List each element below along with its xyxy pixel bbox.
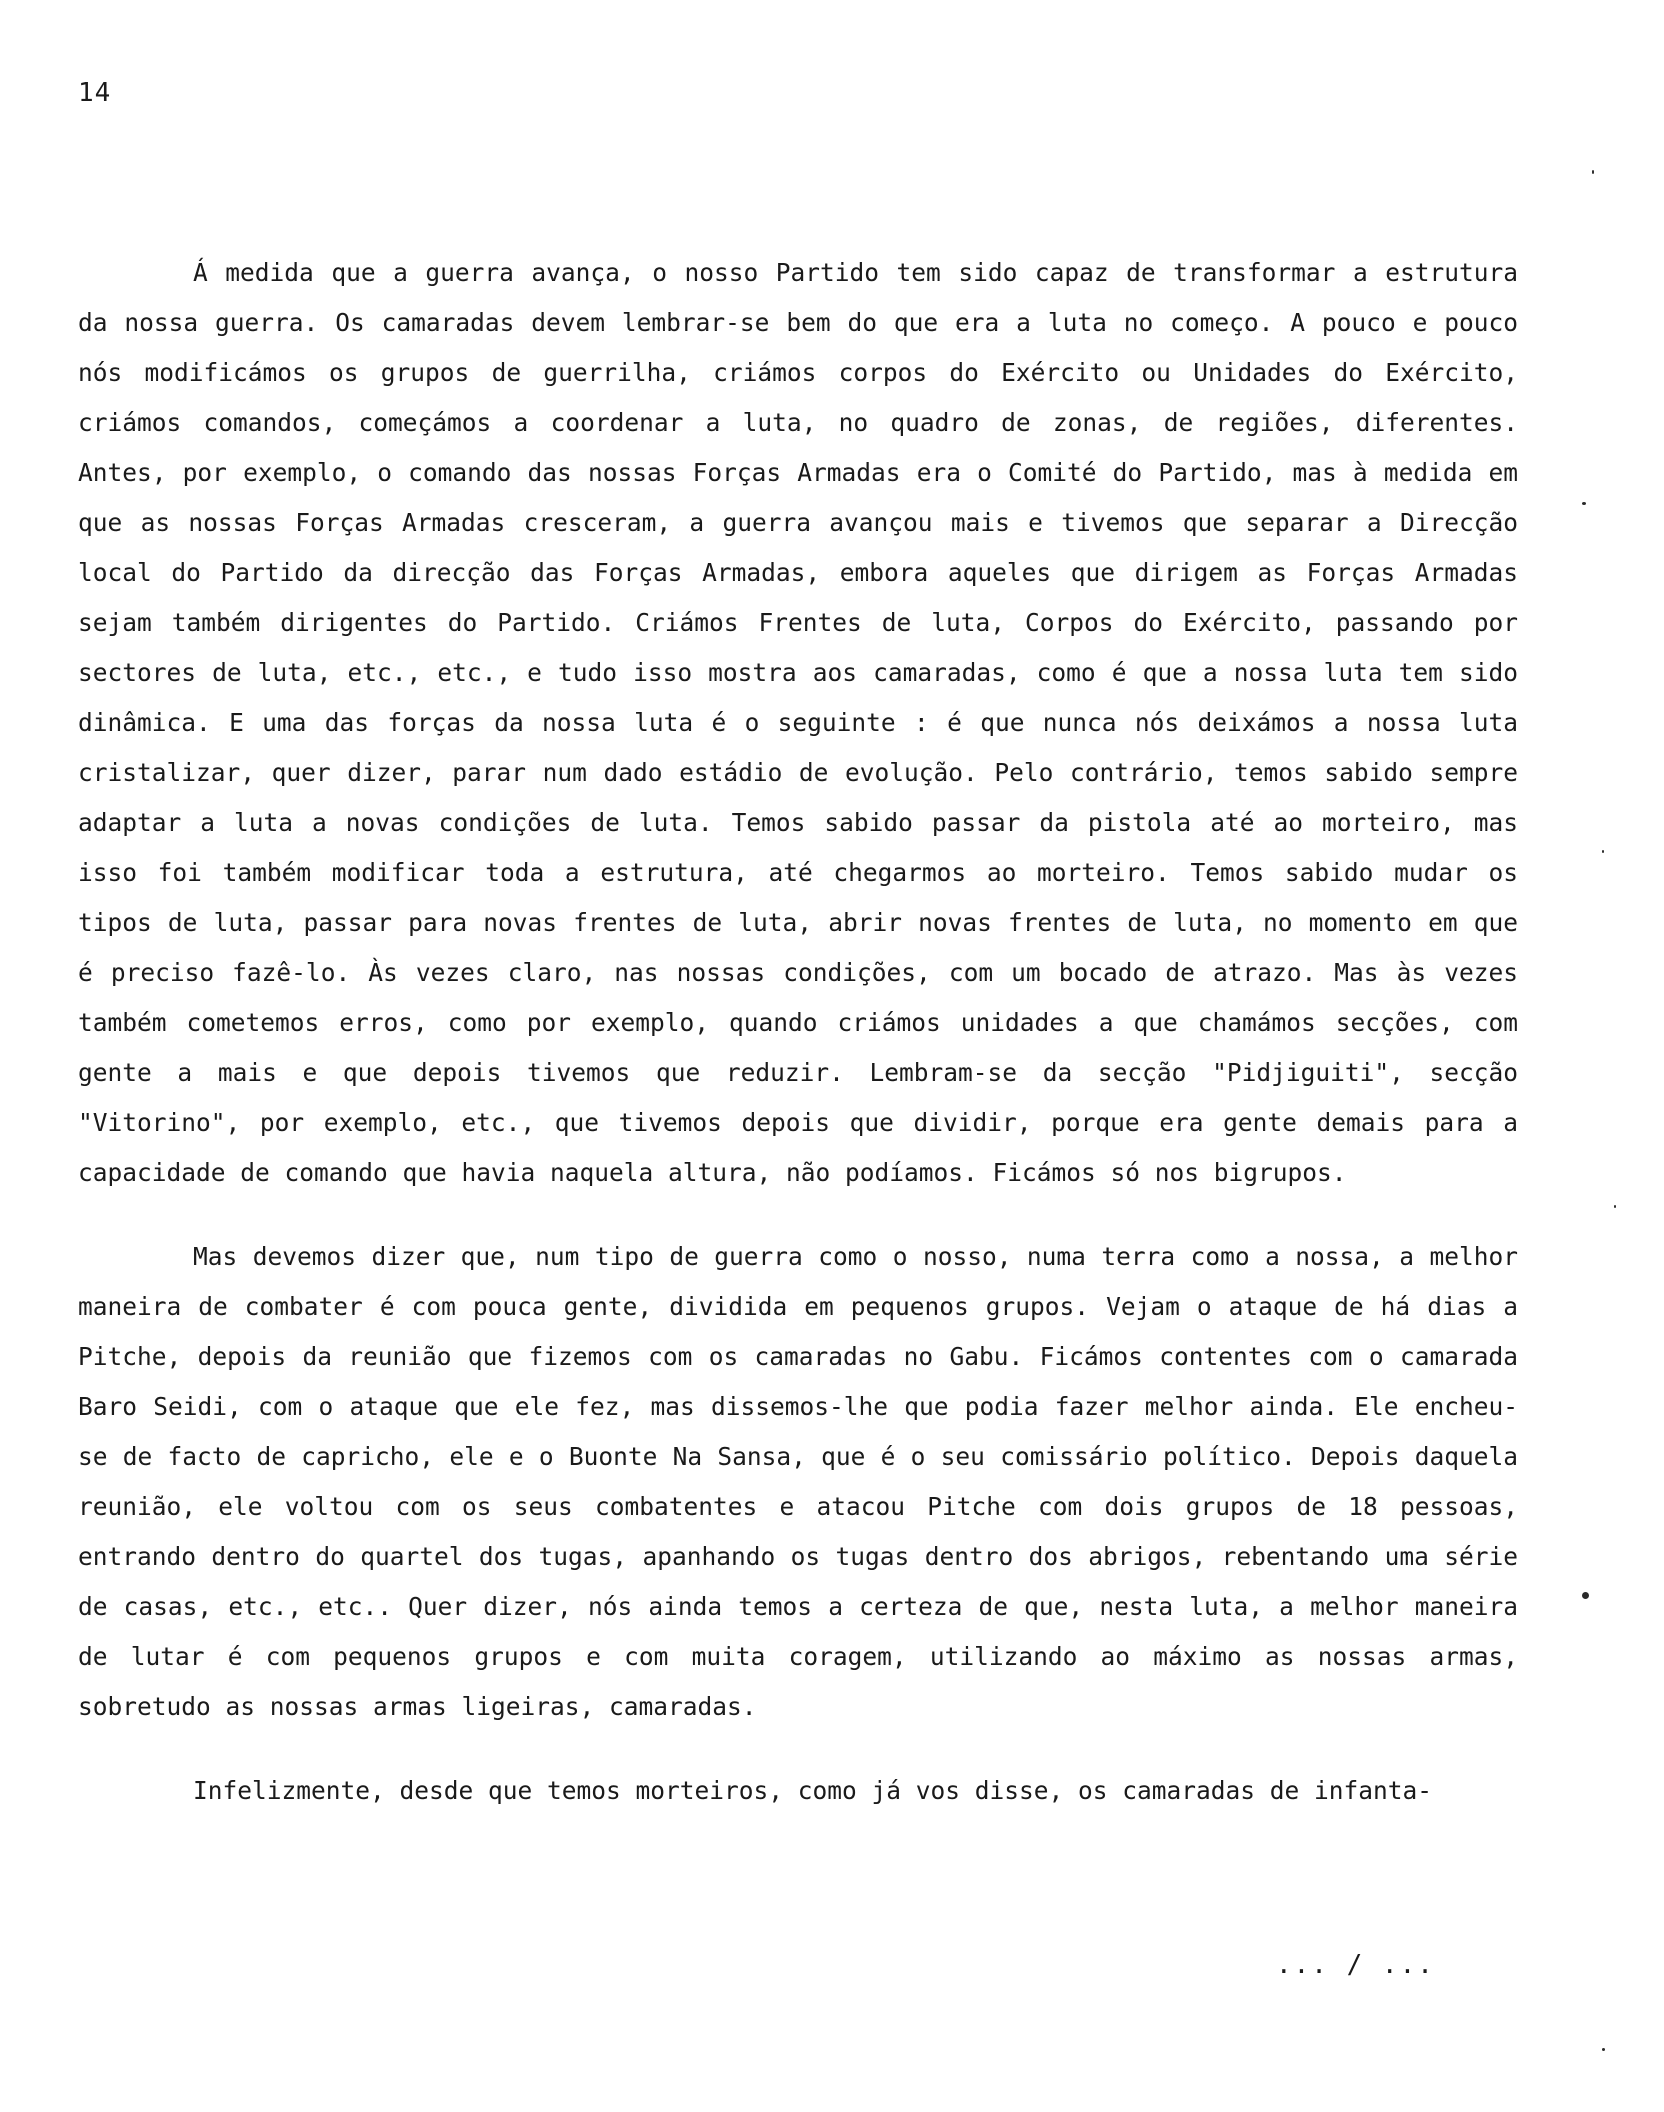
scan-speck (1614, 1205, 1616, 1208)
paragraph-1: Á medida que a guerra avança, o nosso Partido tem sido capaz de transformar a estrutura da nossa guerra. Os camaradas devem lembrar-se bem do que era a luta no começo. A pouco e pouco nós modificámos os grupos de guerrilha, criámos corpos do Exército ou Unidades do Exército, criámos comandos, começámos a coordenar a luta, no quadro de zonas, de regiões, diferentes. Antes, por exemplo, o comando das nossas Forças Armadas era o Comité do Partido, mas à medida em que as nossas Forças Armadas cresceram, a guerra avançou mais e tivemos que separar a Direcção local do Partido da direcção das Forças Armadas, embora aqueles que dirigem as Forças Armadas sejam também dirigentes do Partido. Criámos Frentes de luta, Corpos do Exército, passando por sectores de luta, etc., etc., e tudo isso mostra aos camaradas, como é que a nossa luta tem sido dinâmica. E uma das forças da nossa luta é o seguinte : é que nunca nós deixámos a nossa luta cristalizar, quer dizer, parar num dado estádio de evolução. Pelo contrário, temos sabido sempre adaptar a luta a novas condições de luta. Temos sabido passar da pistola até ao morteiro, mas isso foi também modificar toda a estrutura, até chegarmos ao morteiro. Temos sabido mudar os tipos de luta, passar para novas frentes de luta, abrir novas frentes de luta, no momento em que é preciso fazê-lo. Às vezes claro, nas nossas condições, com um bocado de atrazo. Mas às vezes também cometemos erros, como por exemplo, quando criámos unidades a que chamámos secções, com gente a mais e que depois tivemos que reduzir. Lembram-se da secção "Pidjiguiti", secção "Vitorino", por exemplo, etc., que tivemos depois que dividir, porque era gente demais para a capacidade de comando que havia naquela altura, não podíamos. Ficámos só nos bigrupos. (78, 258, 1518, 1187)
continuation-mark: ... / ... (1276, 1950, 1435, 1980)
scan-speck (1582, 1592, 1589, 1599)
scan-speck (1602, 850, 1604, 853)
document-body (78, 248, 1518, 1850)
page-number: 14 (78, 78, 112, 108)
scan-speck (1592, 170, 1594, 174)
scan-speck (1602, 2048, 1605, 2051)
paragraph-3: Infelizmente, desde que temos morteiros, como já vos disse, os camaradas de infanta- (193, 1776, 1433, 1805)
paragraph-2: Mas devemos dizer que, num tipo de guerra como o nosso, numa terra como a nossa, a melhor maneira de combater é com pouca gente, dividida em pequenos grupos. Vejam o ataque de há dias a Pitche, depois da reunião que fizemos com os camaradas no Gabu. Ficámos contentes com o camarada Baro Seidi, com o ataque que ele fez, mas dissemos-lhe que podia fazer melhor ainda. Ele encheu-se de facto de capricho, ele e o Buonte Na Sansa, que é o seu comissário político. Depois daquela reunião, ele voltou com os seus combatentes e atacou Pitche com dois grupos de 18 pessoas, entrando dentro do quartel dos tugas, apanhando os tugas dentro dos abrigos, rebentando uma série de casas, etc., etc.. Quer dizer, nós ainda temos a certeza de que, nesta luta, a melhor maneira de lutar é com pequenos grupos e com muita coragem, utilizando ao máximo as nossas armas, sobretudo as nossas armas ligeiras, camaradas. (78, 1242, 1518, 1721)
scan-speck (1582, 502, 1586, 505)
